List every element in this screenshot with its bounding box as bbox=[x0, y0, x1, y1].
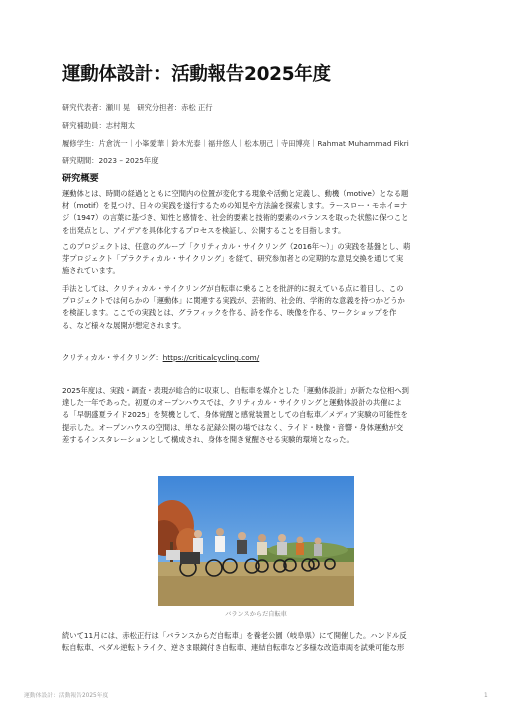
page-title: 運動体設計：活動報告2025年度 bbox=[62, 64, 331, 85]
paragraph-line: 芽プロジェクト「プラクティカル・サイクリング」を経て、研究参加者との定期的な意見交換を通じて実 bbox=[62, 254, 404, 264]
paragraph-5 bbox=[62, 630, 452, 654]
researchers-line: 研究代表者：瀬川 晃 研究分担者：赤松 正行 bbox=[62, 103, 213, 112]
photo-caption: バランスからだ自転車 bbox=[225, 611, 287, 618]
students-line: 履修学生：片倉洸一｜小峯愛華｜鈴木光泰｜福井悠人｜松本朋己｜寺田博亮｜Rahmat Muhammad Fikri bbox=[62, 139, 409, 148]
paragraph-line: 達した一年であった。初夏のオープンハウスでは、クリティカル・サイクリングと運動体設計の共催によ bbox=[62, 398, 403, 408]
paragraph-line: 提示した。オープンハウスの空間は、単なる記録公開の場ではなく、ライド・映像・音響・身体運動が交 bbox=[62, 422, 404, 432]
paragraph-4 bbox=[62, 385, 452, 446]
paragraph-1 bbox=[62, 188, 452, 237]
page-number: 1 bbox=[484, 693, 488, 699]
criticalcycling-link[interactable]: https://criticalcycling.com/ bbox=[162, 353, 260, 362]
paragraph-line: プロジェクトでは何らかの「運動体」に関連する実践が、芸術的、社会的、学術的な意義を持つかどうか bbox=[62, 296, 405, 306]
paragraph-line: 2025年度は、実践・調査・表現が総合的に収束し、自転車を媒介とした「運動体設計」が新たな位相へ到 bbox=[62, 386, 409, 395]
cycling-group-photo bbox=[158, 476, 354, 606]
paragraph-line: る、など様々な展開が想定されます。 bbox=[62, 320, 186, 330]
paragraph-3 bbox=[62, 283, 452, 332]
footer-title: 運動体設計：活動報告2025年度 bbox=[24, 693, 109, 699]
paragraph-line: ジ（1947）の言葉に基づき、知性と感情を、社会的要素と技術的要素のバランスを取った状態に保つこと bbox=[62, 213, 409, 223]
paragraph-line: る「早朝盛夏ライド2025」を契機として、身体覚醒と感覚装置としての自転車／メディア実験の可能性を bbox=[62, 410, 408, 420]
paragraph-line: 運動体とは、時間の経過とともに空間内の位置が変化する現象や活動と定義し、動機（motive）となる題 bbox=[62, 189, 409, 198]
period-line: 研究期間：2023 – 2025年度 bbox=[62, 156, 159, 165]
link-label: クリティカル・サイクリング： bbox=[62, 353, 163, 362]
paragraph-line: を検証します。ここでの実践とは、グラフィックを作る、詩を作る、映像を作る、ワークショップを作 bbox=[62, 308, 397, 318]
paragraph-line: 続いて11月には、赤松正行は「バランスからだ自転車」を養老公園（岐阜県）にて開催した。ハンドル反 bbox=[62, 631, 407, 640]
paragraph-line: 転自転車、ペダル逆転トライク、逆さま眼鏡付き自転車、連結自転車など多様な改造車両を試乗可能な形 bbox=[62, 643, 405, 653]
assistant-line: 研究補助員：志村翔太 bbox=[62, 121, 135, 130]
paragraph-line: このプロジェクトは、任意のグループ「クリティカル・サイクリング（2016年〜）」の実践を基盤とし、萌 bbox=[62, 242, 411, 251]
section-heading: 研究概要 bbox=[62, 173, 99, 184]
paragraph-line: 施されています。 bbox=[62, 266, 120, 276]
paragraph-2 bbox=[62, 241, 452, 278]
paragraph-line: を出発点とし、アイデアを具体化するプロセスを検証し、公開することを目指します。 bbox=[62, 225, 346, 235]
link-line bbox=[62, 352, 452, 364]
paragraph-line: 手法としては、クリティカル・サイクリングが自転車に乗ることを批評的に捉えている点に着目し、この bbox=[62, 284, 404, 293]
paragraph-line: 材（motif）を見つけ、日々の実践を遂行するための知見や方法論を探索します。ラースロー・モホイ=ナ bbox=[62, 201, 408, 211]
paragraph-line: 差するインスタレーションとして構成され、身体を開き覚醒させる実験的環境となった。 bbox=[62, 434, 354, 444]
